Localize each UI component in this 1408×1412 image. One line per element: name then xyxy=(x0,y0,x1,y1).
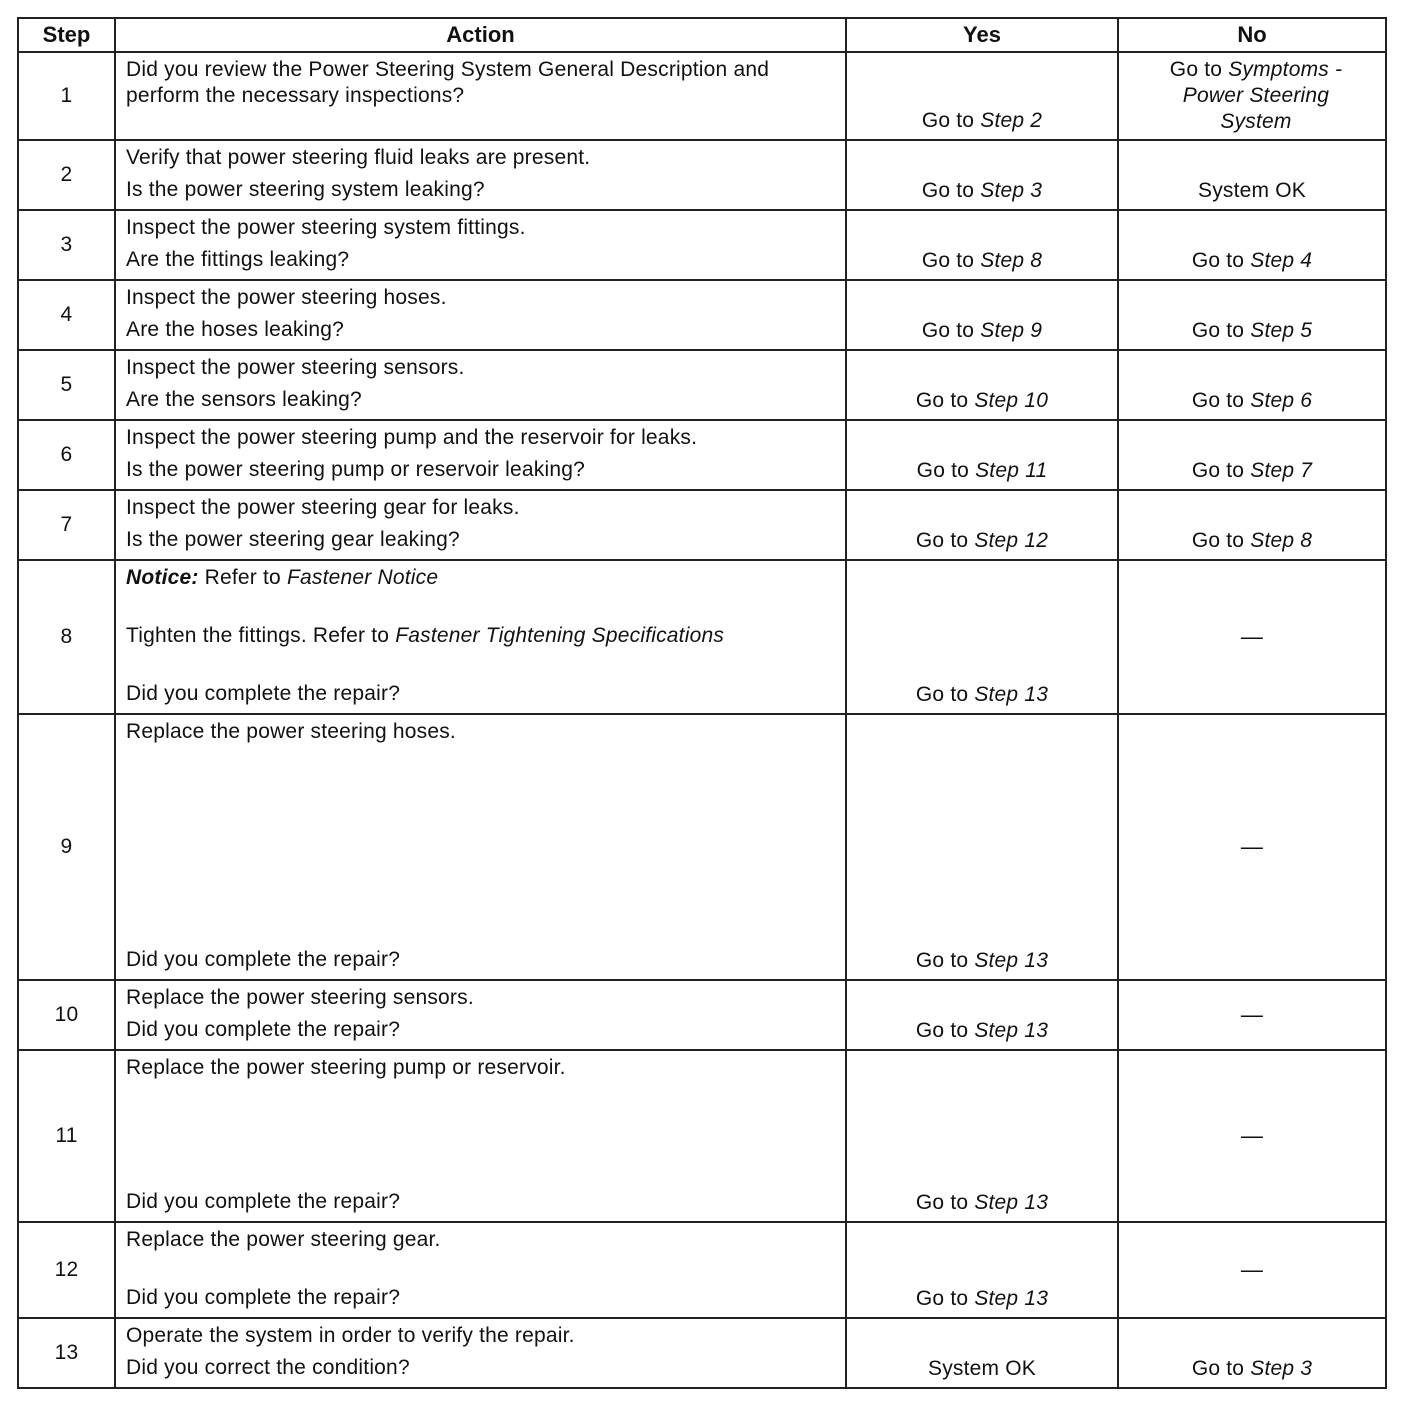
action-text: Did you review the Power Steering System General Description and perform the necessary inspections? xyxy=(126,58,770,107)
yes-cell xyxy=(846,714,1118,980)
no-link[interactable]: Symptoms - Power Steering System xyxy=(1182,58,1343,133)
tighten-text: Tighten the fittings. Refer to xyxy=(126,624,390,647)
table-row xyxy=(18,1050,1386,1222)
action-question: Did you complete the repair? xyxy=(126,1190,401,1213)
step-number: 13 xyxy=(18,1318,115,1388)
yes-link[interactable]: Step 13 xyxy=(974,1191,1049,1214)
action-instruction: Inspect the power steering sensors. xyxy=(126,356,465,379)
no-link[interactable]: Step 7 xyxy=(1250,459,1313,482)
tighten-line xyxy=(126,623,835,649)
no-cell xyxy=(1118,350,1386,420)
action-question: Is the power steering system leaking? xyxy=(126,178,485,201)
action-question: Did you complete the repair? xyxy=(126,1018,401,1041)
notice-label: Notice: xyxy=(126,566,199,589)
yes-prefix: Go to xyxy=(915,1019,969,1042)
no-prefix: Go to xyxy=(1191,1357,1245,1380)
no-cell xyxy=(1118,1318,1386,1388)
action-question: Did you complete the repair? xyxy=(126,1286,401,1309)
yes-link[interactable]: Step 11 xyxy=(975,459,1048,482)
yes-prefix: Go to xyxy=(915,683,969,706)
no-text: System OK xyxy=(1198,179,1306,202)
action-instruction: Replace the power steering gear. xyxy=(126,1228,441,1251)
action-question: Did you complete the repair? xyxy=(126,682,401,705)
action-cell xyxy=(115,1318,846,1388)
no-dash: — xyxy=(1240,624,1264,649)
no-dash: — xyxy=(1240,1002,1264,1027)
action-cell xyxy=(115,714,846,980)
table-row xyxy=(18,714,1386,980)
no-cell xyxy=(1118,140,1386,210)
step-number: 7 xyxy=(18,490,115,560)
yes-link[interactable]: Step 8 xyxy=(980,249,1043,272)
no-dash: — xyxy=(1240,1123,1264,1148)
diagnostic-table xyxy=(17,17,1387,1389)
action-instruction: Replace the power steering sensors. xyxy=(126,986,474,1009)
yes-cell xyxy=(846,52,1118,140)
header-no: No xyxy=(1118,18,1386,52)
table-row xyxy=(18,280,1386,350)
action-cell xyxy=(115,1222,846,1318)
step-number: 11 xyxy=(18,1050,115,1222)
action-instruction: Replace the power steering pump or reservoir. xyxy=(126,1056,566,1079)
step-number: 2 xyxy=(18,140,115,210)
no-prefix: Go to xyxy=(1191,389,1245,412)
no-cell xyxy=(1118,52,1386,140)
table-row xyxy=(18,1318,1386,1388)
action-question: Did you correct the condition? xyxy=(126,1356,410,1379)
no-cell xyxy=(1118,714,1386,980)
action-cell xyxy=(115,140,846,210)
no-dash: — xyxy=(1240,834,1264,859)
yes-prefix: Go to xyxy=(915,1191,969,1214)
notice-text: Refer to xyxy=(204,566,281,589)
notice-line xyxy=(126,565,835,591)
action-cell xyxy=(115,490,846,560)
yes-link[interactable]: Step 9 xyxy=(980,319,1043,342)
step-number: 6 xyxy=(18,420,115,490)
yes-link[interactable]: Step 13 xyxy=(974,1019,1049,1042)
yes-cell xyxy=(846,350,1118,420)
yes-cell xyxy=(846,1318,1118,1388)
step-number: 10 xyxy=(18,980,115,1050)
action-cell xyxy=(115,1050,846,1222)
step-number: 4 xyxy=(18,280,115,350)
no-prefix: Go to xyxy=(1191,529,1245,552)
yes-link[interactable]: Step 12 xyxy=(974,529,1049,552)
no-cell xyxy=(1118,490,1386,560)
action-instruction: Inspect the power steering system fittings. xyxy=(126,216,526,239)
step-number: 8 xyxy=(18,560,115,714)
action-cell xyxy=(115,420,846,490)
action-question: Is the power steering pump or reservoir leaking? xyxy=(126,458,585,481)
table-row xyxy=(18,210,1386,280)
yes-link[interactable]: Step 2 xyxy=(980,109,1043,132)
action-instruction: Replace the power steering hoses. xyxy=(126,720,456,743)
table-row xyxy=(18,140,1386,210)
no-cell xyxy=(1118,560,1386,714)
action-instruction: Inspect the power steering pump and the reservoir for leaks. xyxy=(126,426,698,449)
action-instruction: Operate the system in order to verify the repair. xyxy=(126,1324,575,1347)
yes-link[interactable]: Step 10 xyxy=(974,389,1049,412)
yes-text: System OK xyxy=(928,1357,1036,1380)
step-number: 12 xyxy=(18,1222,115,1318)
no-prefix: Go to xyxy=(1191,249,1245,272)
yes-prefix: Go to xyxy=(915,949,969,972)
step-number: 3 xyxy=(18,210,115,280)
no-cell xyxy=(1118,210,1386,280)
yes-prefix: Go to xyxy=(921,249,975,272)
notice-link[interactable]: Fastener Notice xyxy=(286,566,439,589)
no-link[interactable]: Step 6 xyxy=(1250,389,1313,412)
yes-link[interactable]: Step 13 xyxy=(974,683,1049,706)
table-row xyxy=(18,560,1386,714)
header-row xyxy=(18,18,1386,52)
no-link[interactable]: Step 5 xyxy=(1250,319,1313,342)
no-prefix: Go to xyxy=(1191,319,1245,342)
yes-prefix: Go to xyxy=(915,529,969,552)
yes-link[interactable]: Step 13 xyxy=(974,1287,1049,1310)
yes-prefix: Go to xyxy=(921,109,975,132)
action-question: Did you complete the repair? xyxy=(126,948,401,971)
yes-cell xyxy=(846,490,1118,560)
table-row xyxy=(18,420,1386,490)
yes-cell xyxy=(846,980,1118,1050)
no-cell xyxy=(1118,980,1386,1050)
header-step: Step xyxy=(18,18,115,52)
yes-link[interactable]: Step 3 xyxy=(980,179,1043,202)
yes-cell xyxy=(846,420,1118,490)
table-row xyxy=(18,350,1386,420)
no-link[interactable]: Step 3 xyxy=(1250,1357,1313,1380)
no-link[interactable]: Step 4 xyxy=(1250,249,1313,272)
yes-prefix: Go to xyxy=(915,1287,969,1310)
table-row xyxy=(18,52,1386,140)
action-question: Is the power steering gear leaking? xyxy=(126,528,460,551)
no-prefix: Go to xyxy=(1169,58,1223,81)
yes-cell xyxy=(846,280,1118,350)
action-question: Are the hoses leaking? xyxy=(126,318,345,341)
action-cell xyxy=(115,210,846,280)
step-number: 5 xyxy=(18,350,115,420)
yes-prefix: Go to xyxy=(921,179,975,202)
header-action: Action xyxy=(115,18,846,52)
no-link[interactable]: Step 8 xyxy=(1250,529,1313,552)
header-yes: Yes xyxy=(846,18,1118,52)
yes-link[interactable]: Step 13 xyxy=(974,949,1049,972)
no-dash: — xyxy=(1240,1257,1264,1282)
tighten-link[interactable]: Fastener Tightening Specifications xyxy=(395,624,725,647)
yes-cell xyxy=(846,1050,1118,1222)
yes-prefix: Go to xyxy=(916,459,970,482)
action-question: Are the sensors leaking? xyxy=(126,388,362,411)
yes-prefix: Go to xyxy=(921,319,975,342)
action-instruction: Verify that power steering fluid leaks are present. xyxy=(126,146,591,169)
table-row xyxy=(18,1222,1386,1318)
action-cell xyxy=(115,280,846,350)
action-question: Are the fittings leaking? xyxy=(126,248,350,271)
action-cell xyxy=(115,52,846,140)
yes-prefix: Go to xyxy=(915,389,969,412)
action-cell xyxy=(115,350,846,420)
no-cell xyxy=(1118,280,1386,350)
yes-cell xyxy=(846,1222,1118,1318)
no-cell xyxy=(1118,1222,1386,1318)
table-row xyxy=(18,980,1386,1050)
action-cell xyxy=(115,560,846,714)
yes-cell xyxy=(846,560,1118,714)
action-cell xyxy=(115,980,846,1050)
step-number: 1 xyxy=(18,52,115,140)
table-row xyxy=(18,490,1386,560)
action-instruction: Inspect the power steering hoses. xyxy=(126,286,447,309)
no-cell xyxy=(1118,1050,1386,1222)
action-instruction: Inspect the power steering gear for leaks. xyxy=(126,496,520,519)
yes-cell xyxy=(846,140,1118,210)
step-number: 9 xyxy=(18,714,115,980)
yes-cell xyxy=(846,210,1118,280)
no-cell xyxy=(1118,420,1386,490)
no-prefix: Go to xyxy=(1191,459,1245,482)
